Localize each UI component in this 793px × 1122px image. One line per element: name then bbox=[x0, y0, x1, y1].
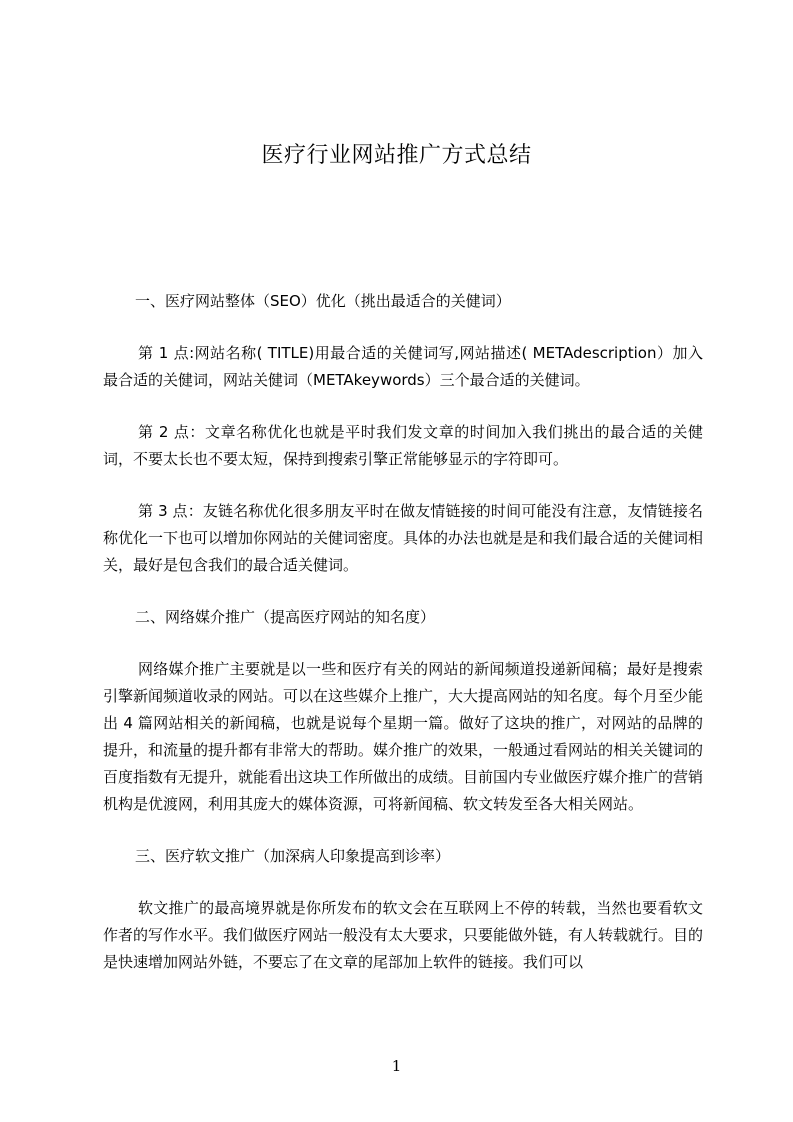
paragraph-point-1: 第 1 点:网站名称( TITLE)用最合适的关健词写,网站描述( METAdescription）加入最合适的关健词，网站关健词（METAkeywords）三个最合适的关健词。 bbox=[103, 344, 703, 389]
paragraph-point-2: 第 2 点：文章名称优化也就是平时我们发文章的时间加入我们挑出的最合适的关健词，不要太长也不要太短，保持到搜索引擎正常能够显示的字符即可。 bbox=[103, 423, 703, 468]
section-heading-3: 三、医疗软文推广（加深病人印象提高到诊率） bbox=[135, 847, 451, 865]
document-title: 医疗行业网站推广方式总结 bbox=[261, 143, 532, 168]
paragraph-point-3: 第 3 点：友链名称优化很多朋友平时在做友情链接的时间可能没有注意，友情链接名称优化一下也可以增加你网站的关健词密度。具体的办法也就是是和我们最合适的关健词相关，最好是包含我们的最合适关健词。 bbox=[103, 502, 704, 574]
paragraph-media-promotion: 网络媒介推广主要就是以一些和医疗有关的网站的新闻频道投递新闻稿；最好是搜索引擎新闻频道收录的网站。可以在这些媒介上推广，大大提高网站的知名度。每个月至少能出 4 篇网站相关的新闻稿，也就是说每个星期一篇。做好了这块的推广，对网站的品牌的提升，和流量的提升都有非常大的帮助。媒介推广的效果，一般通过看网站的相关关键词的百度指数有无提升，就能看出这块工作所做出的成绩。目前国内专业做医疗媒介推广的营销机构是优渡网，利用其庞大的媒体资源，可将新闻稿、软文转发至各大相关网站。 bbox=[103, 660, 704, 813]
document-body bbox=[103, 288, 703, 1001]
paragraph-soft-article: 软文推广的最高境界就是你所发布的软文会在互联网上不停的转载，当然也要看软文作者的写作水平。我们做医疗网站一般没有太大要求，只要能做外链，有人转载就行。目的是快速增加网站外链，不要忘了在文章的尾部加上软件的链接。我们可以 bbox=[103, 899, 704, 971]
section-heading-2: 二、网络媒介推广（提高医疗网站的知名度） bbox=[135, 608, 436, 626]
section-heading-1: 一、医疗网站整体（SEO）优化（挑出最适合的关健词） bbox=[135, 292, 511, 310]
page-number: 1 bbox=[391, 1057, 402, 1075]
